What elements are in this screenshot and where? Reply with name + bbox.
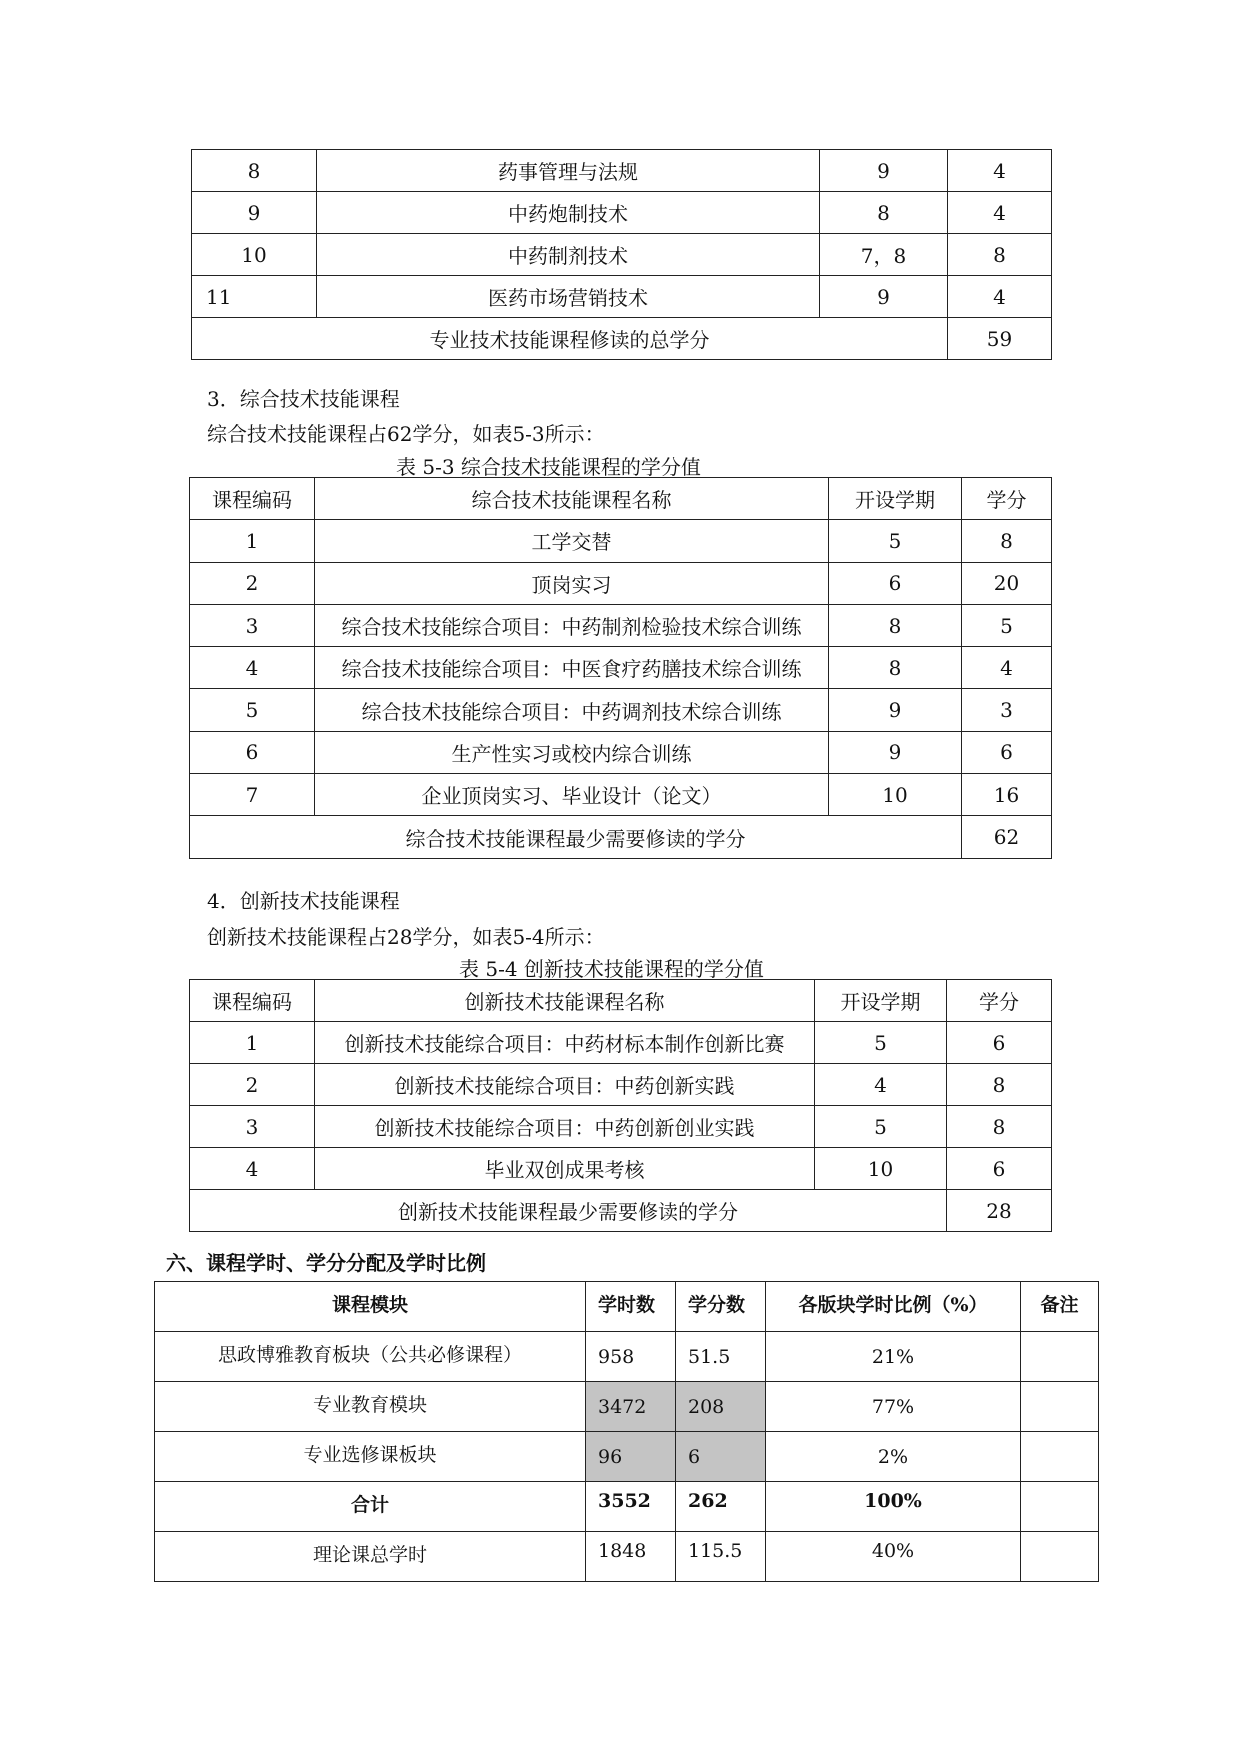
total-note	[1021, 1482, 1099, 1532]
theory-ratio: 40%	[766, 1532, 1021, 1582]
table-total-row	[192, 318, 1052, 360]
header-name: 创新技术技能课程名称	[315, 980, 815, 1022]
module-hours: 96	[586, 1432, 676, 1482]
course-code: 5	[190, 689, 315, 731]
table-row	[190, 1064, 1052, 1106]
module-credits: 6	[676, 1432, 766, 1482]
module-hours: 958	[586, 1332, 676, 1382]
course-semester: 5	[829, 520, 962, 562]
course-credit: 16	[962, 774, 1052, 816]
module-ratio: 2%	[766, 1432, 1021, 1482]
table-row	[192, 150, 1052, 192]
table-caption: 表 5-4 创新技术技能课程的学分值	[459, 957, 764, 981]
course-semester: 8	[820, 192, 948, 234]
course-credit: 4	[962, 647, 1052, 689]
table-caption: 表 5-3 综合技术技能课程的学分值	[396, 455, 701, 479]
table-header-row	[155, 1282, 1099, 1332]
course-credit: 4	[948, 192, 1052, 234]
course-semester: 8	[829, 647, 962, 689]
table-row	[190, 562, 1052, 604]
header-note: 备注	[1021, 1282, 1099, 1332]
table-row	[155, 1382, 1099, 1432]
theory-note	[1021, 1532, 1099, 1582]
course-name: 综合技术技能综合项目：中药制剂检验技术综合训练	[315, 604, 829, 646]
course-credit: 3	[962, 689, 1052, 731]
table-row	[190, 1148, 1052, 1190]
course-code: 6	[190, 731, 315, 773]
hours-credit-allocation-table	[154, 1281, 1099, 1582]
section-intro: 综合技术技能课程占62学分，如表5-3所示：	[207, 422, 605, 446]
table-row	[190, 1106, 1052, 1148]
course-code: 1	[190, 520, 315, 562]
module-name: 专业教育模块	[155, 1382, 586, 1432]
course-name: 企业顶岗实习、毕业设计（论文）	[315, 774, 829, 816]
table-header-row	[190, 980, 1052, 1022]
course-code: 7	[190, 774, 315, 816]
course-name: 创新技术技能综合项目：中药材标本制作创新比赛	[315, 1022, 815, 1064]
total-hours: 3552	[586, 1482, 676, 1532]
header-credit: 学分	[947, 980, 1052, 1022]
total-label: 创新技术技能课程最少需要修读的学分	[190, 1190, 947, 1232]
module-ratio: 77%	[766, 1382, 1021, 1432]
table-row	[190, 731, 1052, 773]
course-credit: 20	[962, 562, 1052, 604]
module-name: 专业选修课板块	[155, 1432, 586, 1482]
innovation-skills-table	[189, 979, 1052, 1232]
section-heading: 六、课程学时、学分分配及学时比例	[166, 1251, 486, 1275]
table-row	[190, 647, 1052, 689]
header-semester: 开设学期	[815, 980, 947, 1022]
total-credits: 262	[676, 1482, 766, 1532]
professional-skills-table	[191, 149, 1052, 360]
module-credits: 208	[676, 1382, 766, 1432]
course-semester: 9	[829, 689, 962, 731]
course-code: 9	[192, 192, 317, 234]
course-semester: 5	[815, 1022, 947, 1064]
table-row	[190, 689, 1052, 731]
table-total-row	[190, 1190, 1052, 1232]
section-heading: 4．创新技术技能课程	[207, 889, 400, 913]
course-credit: 4	[948, 276, 1052, 318]
course-credit: 8	[947, 1064, 1052, 1106]
table-row	[155, 1432, 1099, 1482]
theory-module: 理论课总学时	[155, 1532, 586, 1582]
course-credit: 4	[948, 150, 1052, 192]
table-row	[192, 276, 1052, 318]
table-row	[192, 234, 1052, 276]
course-credit: 8	[947, 1106, 1052, 1148]
course-code: 11	[192, 276, 317, 318]
course-name: 创新技术技能综合项目：中药创新创业实践	[315, 1106, 815, 1148]
course-semester: 7，8	[820, 234, 948, 276]
course-name: 生产性实习或校内综合训练	[315, 731, 829, 773]
header-ratio: 各版块学时比例（%）	[766, 1282, 1021, 1332]
table-row	[190, 1022, 1052, 1064]
header-code: 课程编码	[190, 478, 315, 520]
header-hours: 学时数	[586, 1282, 676, 1332]
module-hours: 3472	[586, 1382, 676, 1432]
course-name: 药事管理与法规	[317, 150, 820, 192]
course-credit: 6	[962, 731, 1052, 773]
course-name: 综合技术技能综合项目：中药调剂技术综合训练	[315, 689, 829, 731]
course-name: 顶岗实习	[315, 562, 829, 604]
header-credits: 学分数	[676, 1282, 766, 1332]
course-name: 综合技术技能综合项目：中医食疗药膳技术综合训练	[315, 647, 829, 689]
module-name: 思政博雅教育板块（公共必修课程）	[155, 1332, 586, 1382]
course-name: 中药炮制技术	[317, 192, 820, 234]
course-name: 中药制剂技术	[317, 234, 820, 276]
course-code: 3	[190, 1106, 315, 1148]
course-code: 4	[190, 1148, 315, 1190]
course-semester: 10	[815, 1148, 947, 1190]
course-credit: 5	[962, 604, 1052, 646]
course-name: 医药市场营销技术	[317, 276, 820, 318]
course-semester: 5	[815, 1106, 947, 1148]
course-semester: 9	[820, 150, 948, 192]
course-name: 创新技术技能综合项目：中药创新实践	[315, 1064, 815, 1106]
header-credit: 学分	[962, 478, 1052, 520]
module-note	[1021, 1332, 1099, 1382]
section-intro: 创新技术技能课程占28学分，如表5-4所示：	[207, 925, 605, 949]
theory-hours: 1848	[586, 1532, 676, 1582]
course-code: 2	[190, 1064, 315, 1106]
theory-credits: 115.5	[676, 1532, 766, 1582]
course-name: 工学交替	[315, 520, 829, 562]
total-label: 综合技术技能课程最少需要修读的学分	[190, 816, 962, 858]
course-name: 毕业双创成果考核	[315, 1148, 815, 1190]
module-note	[1021, 1432, 1099, 1482]
total-label: 专业技术技能课程修读的总学分	[192, 318, 948, 360]
course-semester: 9	[820, 276, 948, 318]
course-semester: 6	[829, 562, 962, 604]
table-row	[155, 1532, 1099, 1582]
table-total-row	[190, 816, 1052, 858]
table-row	[190, 604, 1052, 646]
total-value: 59	[948, 318, 1052, 360]
course-credit: 6	[947, 1148, 1052, 1190]
table-row	[192, 192, 1052, 234]
table-row	[190, 520, 1052, 562]
table-header-row	[190, 478, 1052, 520]
module-credits: 51.5	[676, 1332, 766, 1382]
course-credit: 8	[962, 520, 1052, 562]
total-module: 合计	[155, 1482, 586, 1532]
table-row	[155, 1332, 1099, 1382]
header-module: 课程模块	[155, 1282, 586, 1332]
course-semester: 10	[829, 774, 962, 816]
course-code: 10	[192, 234, 317, 276]
course-code: 2	[190, 562, 315, 604]
module-ratio: 21%	[766, 1332, 1021, 1382]
course-code: 3	[190, 604, 315, 646]
total-ratio: 100%	[766, 1482, 1021, 1532]
table-row	[190, 774, 1052, 816]
total-value: 62	[962, 816, 1052, 858]
table-total-row	[155, 1482, 1099, 1532]
course-semester: 8	[829, 604, 962, 646]
header-name: 综合技术技能课程名称	[315, 478, 829, 520]
course-code: 1	[190, 1022, 315, 1064]
course-code: 4	[190, 647, 315, 689]
header-code: 课程编码	[190, 980, 315, 1022]
course-semester: 4	[815, 1064, 947, 1106]
course-semester: 9	[829, 731, 962, 773]
course-credit: 8	[948, 234, 1052, 276]
section-heading: 3．综合技术技能课程	[207, 387, 400, 411]
header-semester: 开设学期	[829, 478, 962, 520]
course-credit: 6	[947, 1022, 1052, 1064]
comprehensive-skills-table	[189, 477, 1052, 859]
course-code: 8	[192, 150, 317, 192]
module-note	[1021, 1382, 1099, 1432]
total-value: 28	[947, 1190, 1052, 1232]
